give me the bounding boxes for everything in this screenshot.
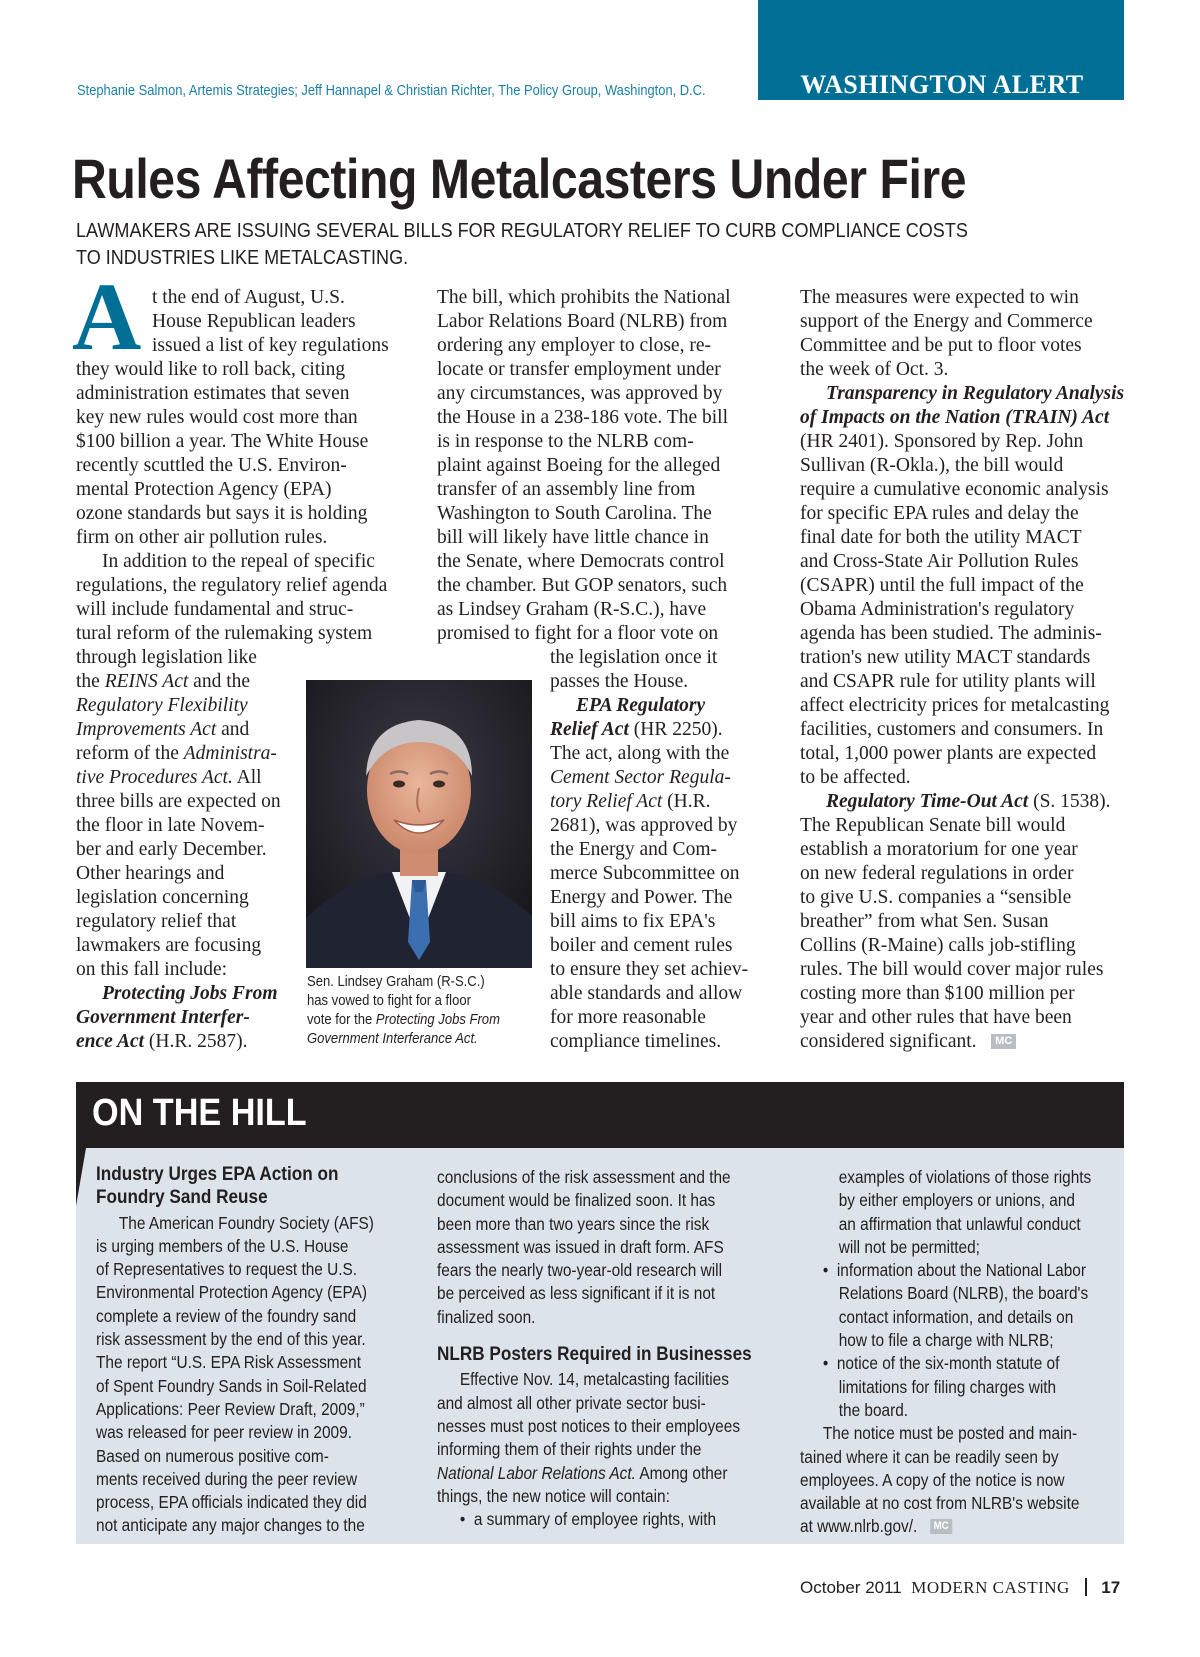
text-line: Other hearings and (76, 863, 225, 884)
text-line: examples of violations of those rights (838, 1167, 1092, 1187)
on-the-hill-title: ON THE HILL (92, 1092, 307, 1134)
text-line: for specific EPA rules and delay the (800, 503, 1079, 524)
text-line: will include fundamental and struc- (76, 599, 354, 620)
text-line: to ensure they set achiev- (550, 959, 749, 980)
text-line: ber and early December. (76, 839, 267, 860)
text-line: the REINS Act and the (76, 671, 251, 692)
text-line: total, 1,000 power plants are expected (800, 743, 1097, 764)
footer-divider (1085, 1578, 1087, 1596)
bill-title: Protecting Jobs From (102, 983, 278, 1004)
page-title: Rules Affecting Metalcasters Under Fire (72, 147, 967, 210)
text-line: merce Subcommittee on (550, 863, 740, 884)
hill-column-2 (437, 1166, 752, 1531)
byline: Stephanie Salmon, Artemis Strategies; Jeff Hannapel & Christian Richter, The Policy Group, Washington, D.C. (77, 82, 706, 99)
bill-title: Transparency in Regulatory Analysis (826, 383, 1125, 404)
text-line: locate or transfer employment under (437, 359, 721, 380)
column-2 (437, 286, 731, 646)
text-line: rules. The bill would cover major rules (800, 959, 1104, 980)
column-1-intro (152, 286, 389, 358)
text-line: and Cross-State Air Pollution Rules (800, 551, 1079, 572)
text-line: be perceived as less significant if it is not (437, 1283, 716, 1304)
story-headline: Foundry Sand Reuse (96, 1186, 268, 1209)
text-line: require a cumulative economic analysis (800, 479, 1109, 500)
text-line: been more than two years since the risk (437, 1213, 710, 1234)
bill-title: EPA Regulatory (576, 695, 706, 716)
text-line: Energy and Power. The (550, 887, 733, 908)
text-line: ments received during the peer review (96, 1468, 358, 1489)
text-line: bill aims to fix EPA's (550, 911, 716, 932)
text-line: legislation concerning (76, 887, 249, 908)
text-line: establish a moratorium for one year (800, 839, 1078, 860)
text-line: recently scuttled the U.S. Environ- (76, 455, 347, 476)
text-line: promised to fight for a floor vote on (437, 623, 719, 644)
text-line: they would like to roll back, citing (76, 359, 346, 380)
text-line: bill will likely have little chance in (437, 527, 709, 548)
text-line: Improvements Act and (76, 719, 250, 740)
text-line: complete a review of the foundry sand (96, 1305, 357, 1326)
text-line: of Representatives to request the U.S. (96, 1259, 358, 1280)
page-footer (800, 1578, 1120, 1598)
text-line: the Senate, where Democrats control (437, 551, 725, 572)
text-line: the board. (838, 1399, 909, 1420)
column-3 (800, 286, 1124, 1054)
publication-name: MODERN CASTING (911, 1578, 1070, 1597)
story-headline: Industry Urges EPA Action on (96, 1163, 339, 1185)
text-line: mental Protection Agency (EPA) (76, 479, 332, 500)
text-line: nesses must post notices to their employees (437, 1415, 741, 1436)
text-line: 2681), was approved by (550, 815, 738, 836)
text-line: tained where it can be readily seen by (800, 1446, 1059, 1467)
text-line: an affirmation that unlawful conduct (838, 1213, 1081, 1234)
text-line: ozone standards but says it is holding (76, 503, 368, 524)
text-line: Collins (R-Maine) calls job-stifling (800, 935, 1076, 956)
bill-title: of Impacts on the Nation (TRAIN) Act (800, 407, 1110, 428)
text-line: agenda has been studied. The adminis- (800, 623, 1102, 644)
photo-caption: Sen. Lindsey Graham (R-S.C.) has vowed to fight for a floor vote for the Protecting Jobs From Government Interferance Act. (307, 974, 500, 1047)
bullet-item: • a summary of employee rights, with (459, 1509, 717, 1530)
text-line: The measures were expected to win (800, 287, 1079, 308)
portrait-illustration (306, 680, 532, 968)
bill-title: Regulatory Time-Out Act (S. 1538). (826, 791, 1111, 812)
text-line: The Republican Senate bill would (800, 815, 1066, 836)
text-line: reform of the Administra- (76, 743, 277, 764)
text-line: Relations Board (NLRB), the board's (838, 1283, 1089, 1304)
text-line: tory Relief Act (H.R. (550, 791, 711, 812)
text-line: the House in a 238-186 vote. The bill (437, 407, 729, 428)
text-line: informing them of their rights under the (437, 1439, 702, 1460)
text-line: issued a list of key regulations (152, 335, 389, 356)
text-line: things, the new notice will contain: (437, 1485, 670, 1506)
text-line: considered significant. MC (800, 1030, 1124, 1054)
end-mark-badge: MC (991, 1034, 1016, 1049)
text-line: limitations for filing charges with (838, 1376, 1057, 1397)
text-line: $100 billion a year. The White House (76, 431, 369, 452)
text-line: to give U.S. companies a “sensible (800, 887, 1072, 908)
text-line: the chamber. But GOP senators, such (437, 575, 728, 596)
end-mark-badge: MC (930, 1519, 952, 1534)
text-line: lawmakers are focusing (76, 935, 262, 956)
bill-title: Relief Act (HR 2250). (550, 719, 723, 740)
text-line: affect electricity prices for metalcasting (800, 695, 1110, 716)
page-number: 17 (1101, 1578, 1121, 1597)
text-line: The bill, which prohibits the National (437, 287, 731, 308)
issue-date: October 2011 (800, 1578, 902, 1597)
text-line: breather” from what Sen. Susan (800, 911, 1049, 932)
text-line: boiler and cement rules (550, 935, 733, 956)
text-line: plaint against Boeing for the alleged (437, 455, 721, 476)
text-line: contact information, and details on (838, 1306, 1074, 1327)
text-line: not anticipate any major changes to the (96, 1515, 365, 1536)
text-line: support of the Energy and Commerce (800, 311, 1093, 332)
text-line: key new rules would cost more than (76, 407, 358, 428)
bill-title: Government Interfer- (76, 1007, 250, 1028)
deck-line: TO INDUSTRIES LIKE METALCASTING. (76, 246, 409, 269)
text-line: Washington to South Carolina. The (437, 503, 712, 524)
hill-column-1 (96, 1163, 374, 1538)
text-line: tive Procedures Act. All (76, 767, 262, 788)
text-line: as Lindsey Graham (R-S.C.), have (437, 599, 707, 620)
text-line: The American Foundry Society (AFS) (118, 1212, 374, 1233)
text-line: Environmental Protection Agency (EPA) (96, 1282, 368, 1303)
deck-line: LAWMAKERS ARE ISSUING SEVERAL BILLS FOR REGULATORY RELIEF TO CURB COMPLIANCE COSTS (76, 219, 968, 242)
text-line: transfer of an assembly line from (437, 479, 696, 500)
text-line: will not be permitted; (838, 1236, 980, 1257)
text-line: tural reform of the rulemaking system (76, 623, 373, 644)
text-line: three bills are expected on (76, 791, 281, 812)
text-line: on this fall include: (76, 959, 228, 980)
text-line: costing more than $100 million per (800, 983, 1075, 1004)
text-line: firm on other air pollution rules. (76, 527, 328, 548)
text-line: (CSAPR) until the full impact of the (800, 575, 1084, 596)
drop-cap: A (72, 263, 142, 370)
text-line: regulatory relief that (76, 911, 237, 932)
hill-column-3 (800, 1166, 1091, 1539)
text-line: the floor in late Novem- (76, 815, 265, 836)
text-line: the legislation once it (550, 647, 718, 668)
text-line: facilities, customers and consumers. In (800, 719, 1104, 740)
text-line: is in response to the NLRB com- (437, 431, 694, 452)
text-line: Obama Administration's regulatory (800, 599, 1075, 620)
text-line: able standards and allow (550, 983, 743, 1004)
senator-portrait (306, 680, 532, 968)
text-line: document would be finalized soon. It has (437, 1190, 716, 1211)
text-line: Effective Nov. 14, metalcasting facilities (459, 1369, 729, 1390)
text-line: National Labor Relations Act. Among other (437, 1462, 728, 1483)
text-line: of Spent Foundry Sands in Soil-Related (96, 1375, 367, 1396)
text-line: and almost all other private sector busi- (437, 1392, 706, 1413)
text-line: ordering any employer to close, re- (437, 335, 711, 356)
text-line: passes the House. (550, 671, 689, 692)
text-line: The act, along with the (550, 743, 730, 764)
text-line: any circumstances, was approved by (437, 383, 723, 404)
text-line: fears the nearly two-year-old research will (437, 1260, 723, 1281)
bullet-item: • information about the National Labor (822, 1260, 1086, 1281)
bill-title: ence Act (H.R. 2587). (76, 1031, 248, 1052)
section-label: WASHINGTON ALERT (800, 70, 1084, 99)
text-line: House Republican leaders (152, 311, 356, 332)
article-deck (76, 217, 1114, 271)
text-line: and CSAPR rule for utility plants will (800, 671, 1096, 692)
text-line: regulations, the regulatory relief agenda (76, 575, 388, 596)
panel-corner-notch (76, 1148, 86, 1206)
text-line: Committee and be put to floor votes (800, 335, 1082, 356)
text-line: the Energy and Com- (550, 839, 717, 860)
text-line: how to file a charge with NLRB; (838, 1330, 1054, 1351)
text-line: The notice must be posted and main- (822, 1423, 1078, 1444)
text-line: by either employers or unions, and (838, 1190, 1075, 1211)
text-line: Based on numerous positive com- (96, 1445, 329, 1466)
text-line: t the end of August, U.S. (152, 287, 345, 308)
text-line: the week of Oct. 3. (800, 359, 949, 380)
text-line: through legislation like (76, 647, 257, 668)
text-line: finalized soon. (437, 1306, 536, 1327)
text-line: conclusions of the risk assessment and the (437, 1167, 731, 1187)
text-line: on new federal regulations in order (800, 863, 1074, 884)
text-line: Regulatory Flexibility (76, 695, 248, 716)
text-line: to be affected. (800, 767, 911, 788)
text-line: tration's new utility MACT standards (800, 647, 1091, 668)
text-line: Labor Relations Board (NLRB) from (437, 311, 728, 332)
text-line: Cement Sector Regula- (550, 767, 731, 788)
text-line: was released for peer review in 2009. (96, 1422, 352, 1443)
column-2-narrow (550, 646, 748, 1054)
text-line: compliance timelines. (550, 1031, 722, 1052)
text-line: employees. A copy of the notice is now (800, 1469, 1065, 1490)
text-line: administration estimates that seven (76, 383, 350, 404)
text-line: The report “U.S. EPA Risk Assessment (96, 1352, 362, 1373)
text-line: In addition to the repeal of specific (102, 551, 375, 572)
text-line: for more reasonable (550, 1007, 706, 1028)
story-headline: NLRB Posters Required in Businesses (437, 1343, 752, 1366)
text-line: risk assessment by the end of this year. (96, 1329, 366, 1350)
text-line: available at no cost from NLRB's website (800, 1493, 1080, 1514)
text-line: final date for both the utility MACT (800, 527, 1082, 548)
text-line: assessment was issued in draft form. AFS (437, 1236, 724, 1257)
text-line: process, EPA officials indicated they did (96, 1492, 367, 1513)
text-line (800, 1515, 1091, 1538)
text-line: (HR 2401). Sponsored by Rep. John (800, 431, 1084, 452)
nlrb-website-link[interactable]: at www.nlrb.gov/. (800, 1516, 918, 1537)
text-line: Applications: Peer Review Draft, 2009,” (96, 1398, 365, 1419)
text-line: Sullivan (R-Okla.), the bill would (800, 455, 1064, 476)
text-line: is urging members of the U.S. House (96, 1235, 349, 1256)
bullet-item: • notice of the six-month statute of (822, 1353, 1060, 1374)
text-line: year and other rules that have been (800, 1007, 1072, 1028)
